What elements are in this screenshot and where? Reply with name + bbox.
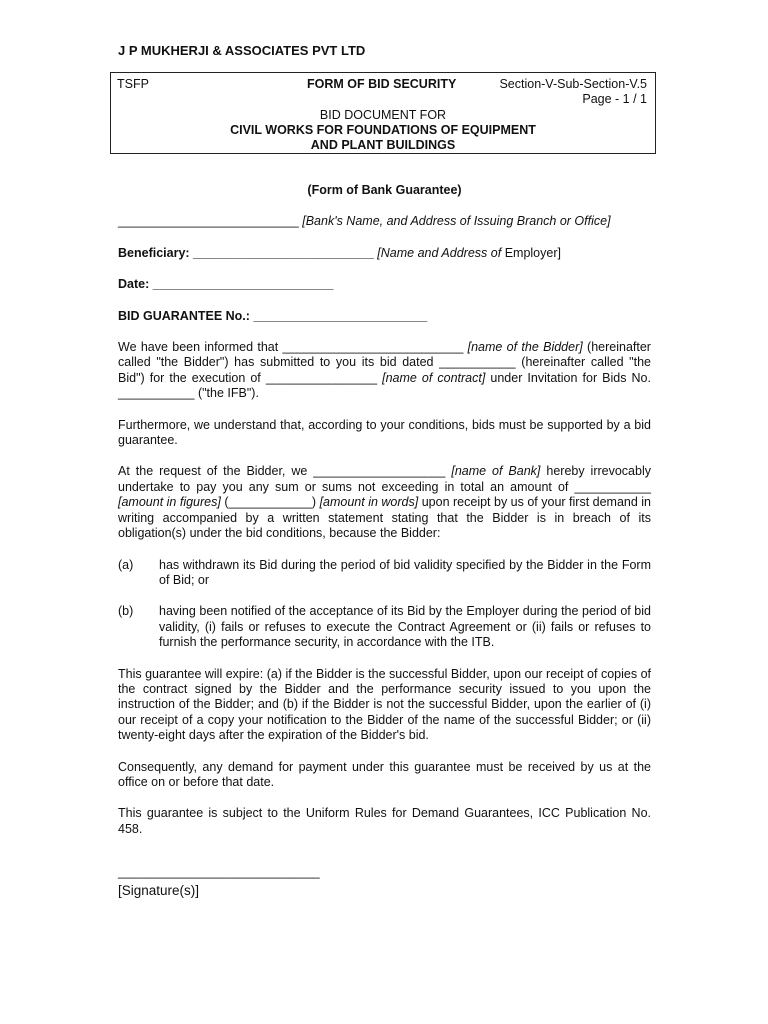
page-number: Page - 1 / 1	[582, 92, 647, 106]
beneficiary-hint-tail: Employer]	[504, 245, 561, 260]
list-item-label: (b)	[118, 604, 134, 619]
guarantee-number-blank[interactable]: _________________________	[253, 308, 428, 323]
list-item-label: (a)	[118, 557, 134, 572]
beneficiary-line	[118, 246, 651, 261]
para3-text-g: upon receipt by us of your first demand in writing accompanied by a written statement stating that the Bidder is in breach of its obligation(s) under the bid conditions, because the Bidder:	[118, 495, 652, 541]
date-blank[interactable]: __________________________	[152, 277, 334, 292]
signature-line[interactable]: _____________________________	[118, 865, 320, 880]
bank-name-line	[118, 214, 651, 229]
bid-document-title	[111, 108, 655, 153]
amount-words-blank[interactable]: (____________)	[224, 495, 317, 510]
guarantee-number-line	[118, 309, 651, 324]
date-label: Date:	[118, 277, 150, 292]
beneficiary-hint: [Name and Address of	[377, 245, 502, 260]
paragraph-consequently: Consequently, any demand for payment under this guarantee must be received by us at the office on or before that date.	[118, 759, 651, 789]
paragraph-furthermore: Furthermore, we understand that, according to your conditions, bids must be supported by a bid guarantee.	[118, 417, 651, 448]
paragraph-request	[118, 464, 651, 541]
list-item-text: having been notified of the acceptance of its Bid by the Employer during the period of bid validity, (i) fails or refuses to execute the Contract Agreement or (ii) fails or refuses to furnish the performance security, in accordance with the ITB.	[159, 604, 651, 650]
amount-words-hint: [amount in words]	[319, 495, 419, 510]
para1-text-f: under Invitation for Bids No. ___________ ("the IFB").	[118, 370, 651, 401]
amount-figures-hint: [amount in figures]	[118, 495, 221, 510]
list-item	[118, 604, 651, 650]
para3-text-a: At the request of the Bidder, we ___________________	[118, 464, 446, 479]
date-line	[118, 277, 651, 292]
works-title-line-1: CIVIL WORKS FOR FOUNDATIONS OF EQUIPMENT	[230, 123, 536, 137]
signature-label: [Signature(s)]	[118, 882, 200, 898]
bidder-name-blank[interactable]: __________________________	[282, 340, 464, 355]
guarantee-number-label: BID GUARANTEE No.:	[118, 308, 250, 323]
section-info	[499, 77, 647, 107]
para1-text-a: We have been informed that	[118, 340, 279, 355]
form-subtitle: (Form of Bank Guarantee)	[307, 183, 462, 197]
document-header-box	[110, 72, 656, 154]
bank-name-blank[interactable]: __________________________	[118, 214, 299, 229]
document-body	[118, 183, 651, 898]
list-item	[118, 558, 651, 589]
bank-name-inline-hint: [name of Bank]	[451, 464, 541, 479]
works-title-line-2: AND PLANT BUILDINGS	[310, 138, 456, 152]
paragraph-informed	[118, 340, 651, 402]
form-title: FORM OF BID SECURITY	[307, 77, 457, 91]
list-item-text: has withdrawn its Bid during the period of bid validity specified by the Bidder in the Form of Bid; or	[159, 557, 651, 587]
section-number: Section-V-Sub-Section-V.5	[499, 77, 647, 91]
bidder-name-hint: [name of the Bidder]	[467, 340, 583, 355]
beneficiary-blank[interactable]: __________________________	[193, 245, 374, 260]
para3-text-c: hereby irrevocably undertake to pay you any sum or sums not exceeding in total an amount of ___________	[118, 464, 651, 494]
contract-name-hint: [name of contract]	[382, 370, 486, 385]
bank-name-hint: [Bank's Name, and Address of Issuing Branch or Office]	[302, 214, 611, 229]
paragraph-expiry: This guarantee will expire: (a) if the Bidder is the successful Bidder, upon our receipt of copies of the contract signed by the Bidder and the performance security issued to you upon the instruction of the Bidder; and (b) if the Bidder is not the successful Bidder, upon the earlier of (i) our receipt of a copy your notification to the Bidder of the name of the successful Bidder; or (ii) twenty-eight days after the expiration of the Bidder's bid.	[118, 666, 651, 743]
bid-document-for: BID DOCUMENT FOR	[319, 108, 447, 122]
paragraph-icc-rules: This guarantee is subject to the Uniform Rules for Demand Guarantees, ICC Publication No. 458.	[118, 806, 651, 836]
company-name: J P MUKHERJI & ASSOCIATES PVT LTD	[118, 43, 366, 58]
header-code: TSFP	[117, 77, 149, 91]
para1-text-d: (hereinafter called "the Bidder") has submitted to you its bid dated ___________ (hereinafter called "the Bid") for the execution of ________________	[118, 340, 651, 385]
beneficiary-label: Beneficiary:	[118, 245, 190, 260]
